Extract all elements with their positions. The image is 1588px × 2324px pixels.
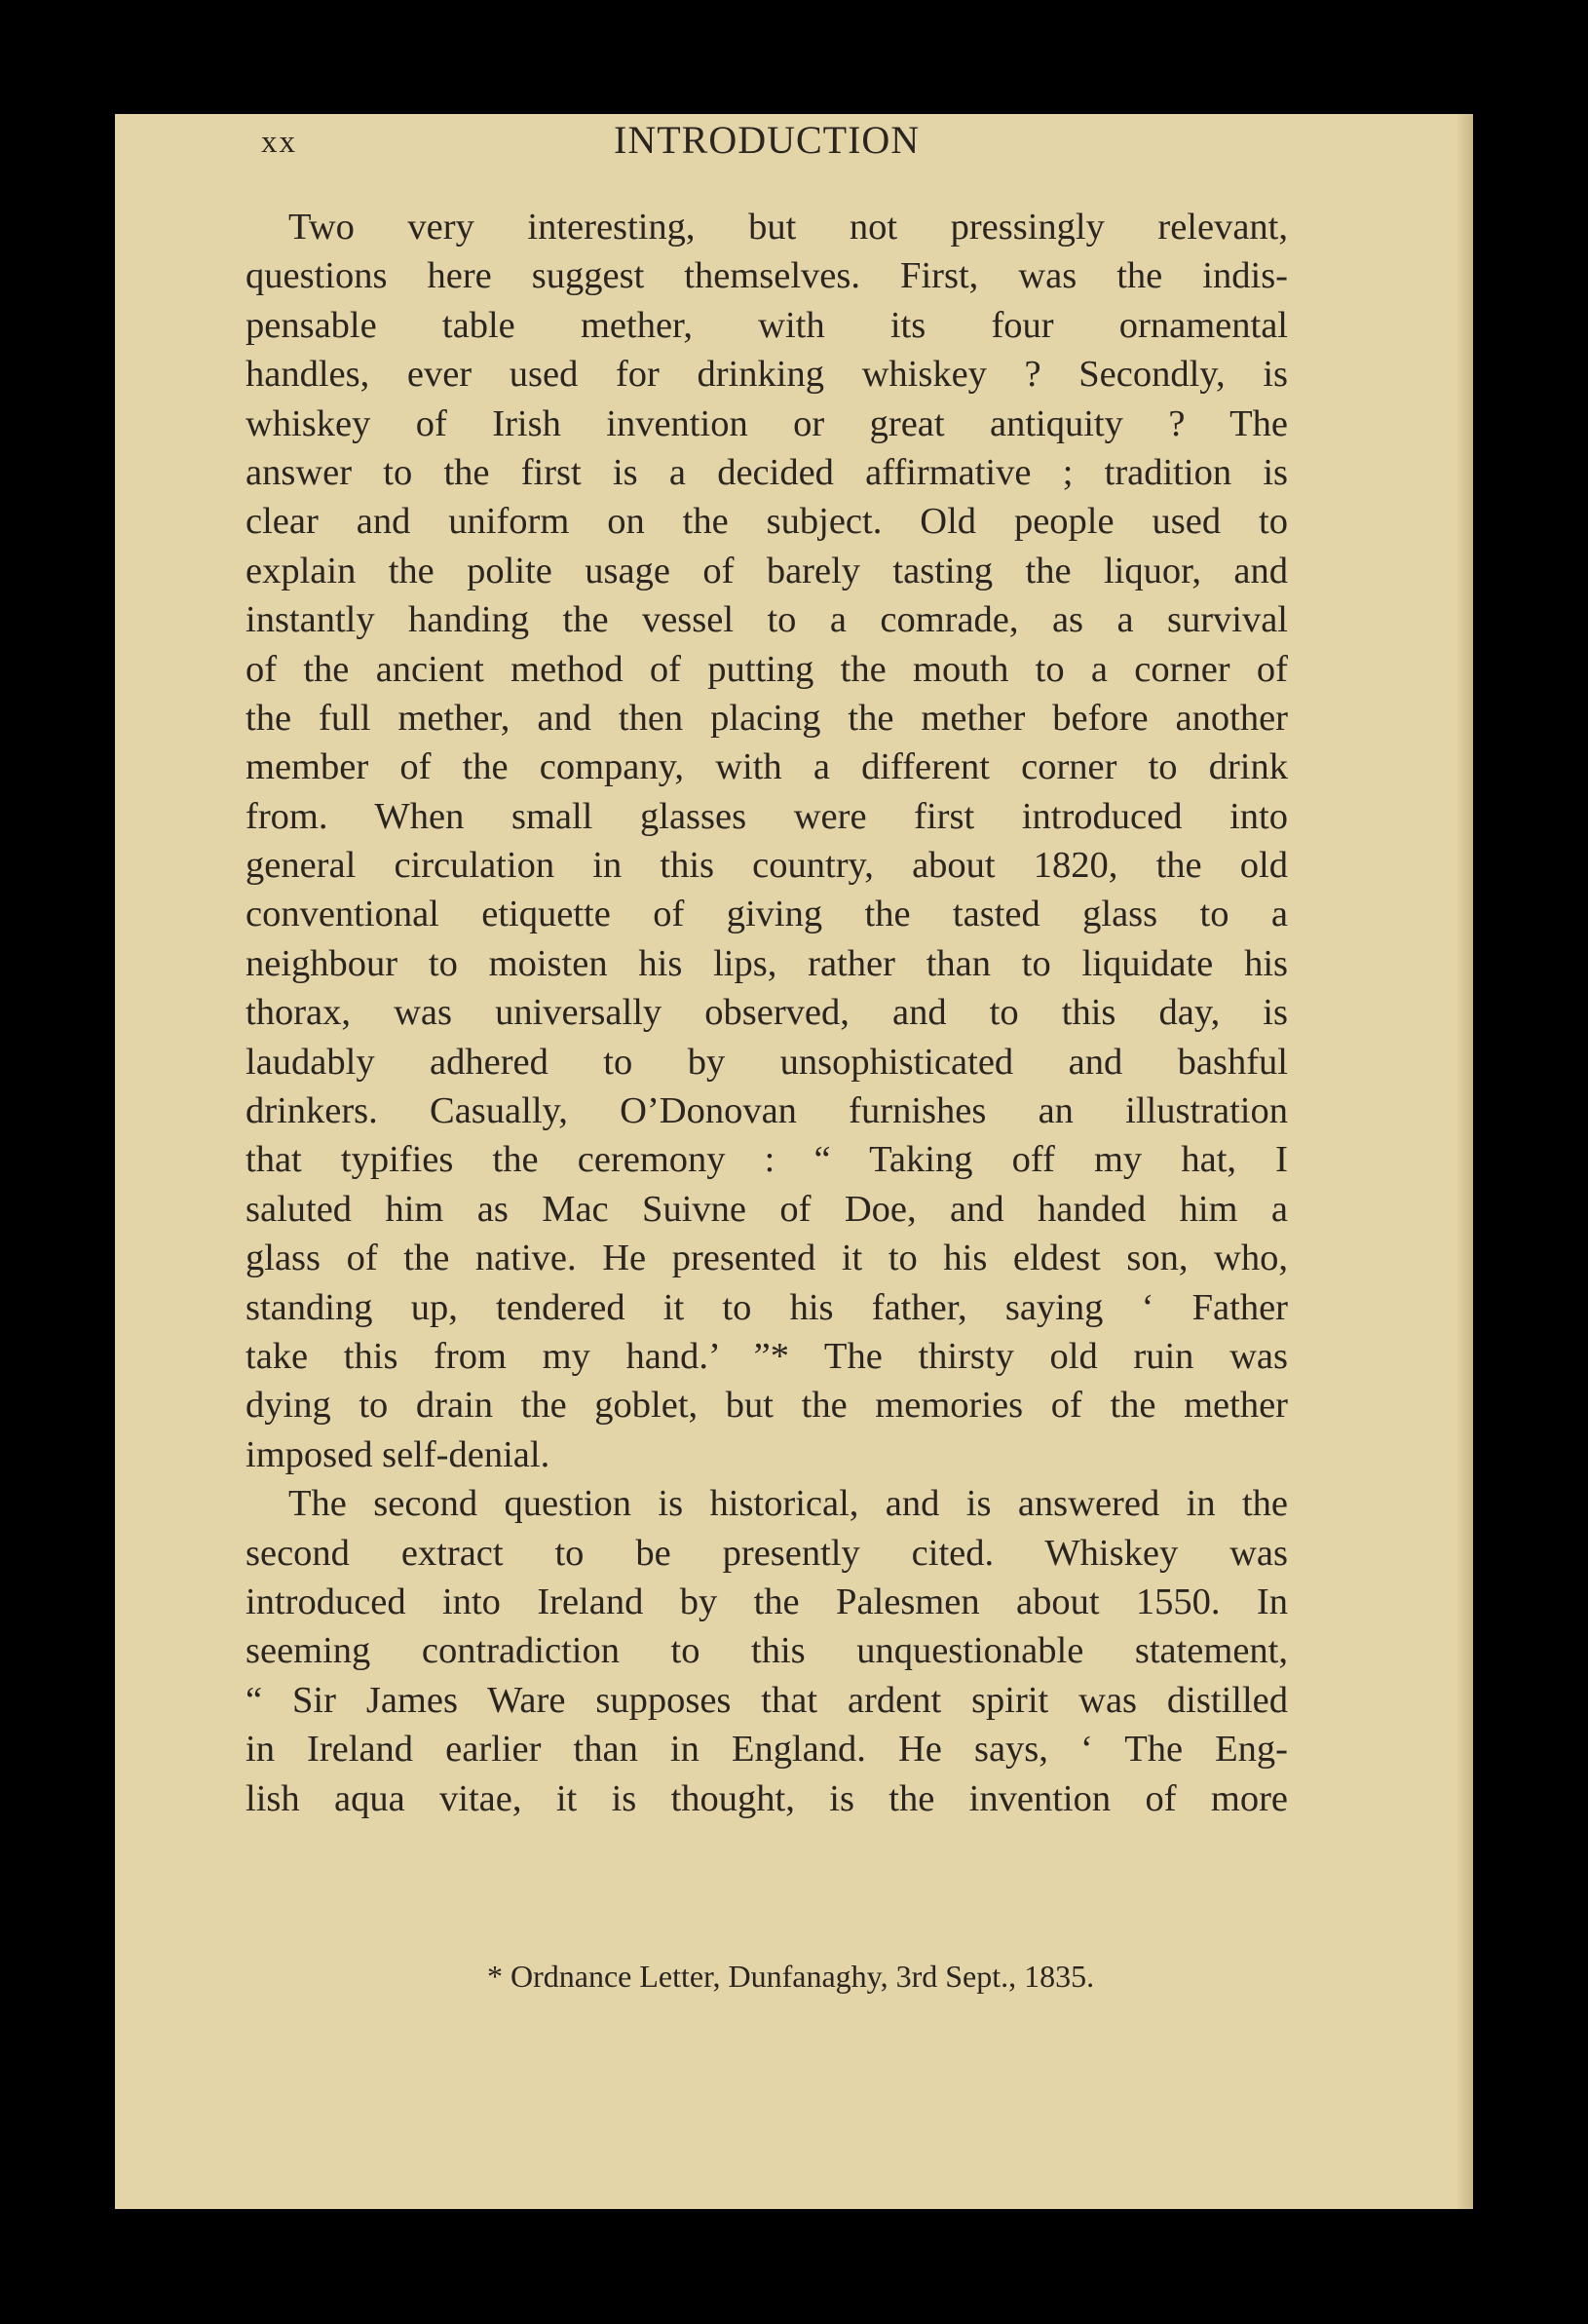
text-line: in Ireland earlier than in England. He says, ‘ The Eng-	[246, 1729, 1288, 1771]
text-line: Two very interesting, but not pressingly relevant,	[288, 207, 1288, 248]
text-line: introduced into Ireland by the Palesmen about 1550. In	[246, 1581, 1288, 1622]
text-line: lish aqua vitae, it is thought, is the invention of more	[246, 1777, 1288, 1819]
text-line: of the ancient method of putting the mouth to a corner of	[246, 648, 1288, 690]
text-line: drinkers. Casually, O’Donovan furnishes an illustration	[246, 1090, 1288, 1132]
text-line: conventional etiquette of giving the tasted glass to a	[246, 894, 1288, 935]
text-line: clear and uniform on the subject. Old people used to	[246, 501, 1288, 543]
text-line: The second question is historical, and is answered in the	[288, 1483, 1288, 1525]
text-line: handles, ever used for drinking whiskey ? Secondly, is	[246, 354, 1288, 396]
text-line: explain the polite usage of barely tasting the liquor, and	[246, 550, 1288, 591]
text-line: thorax, was universally observed, and to this day, is	[246, 992, 1288, 1034]
running-head: INTRODUCTION	[614, 118, 921, 162]
text-line: member of the company, with a different corner to drink	[246, 746, 1288, 788]
text-line: seeming contradiction to this unquestionable statement,	[246, 1630, 1288, 1672]
page-number: xx	[261, 125, 297, 160]
footnote: * Ordnance Letter, Dunfanaghy, 3rd Sept., 1835.	[487, 1959, 1095, 1994]
text-line: standing up, tendered it to his father, saying ‘ Father	[246, 1286, 1288, 1328]
text-line: questions here suggest themselves. First, was the indis-	[246, 255, 1288, 297]
page-spine-shadow	[1457, 114, 1473, 2209]
text-line: glass of the native. He presented it to his eldest son, who,	[246, 1238, 1288, 1279]
text-line: whiskey of Irish invention or great antiquity ? The	[246, 402, 1288, 444]
text-line: saluted him as Mac Suivne of Doe, and handed him a	[246, 1188, 1288, 1230]
text-line: from. When small glasses were first introduced into	[246, 795, 1288, 837]
page-header	[261, 117, 1040, 175]
text-line: general circulation in this country, about 1820, the old	[246, 845, 1288, 887]
text-line: answer to the first is a decided affirmative ; tradition is	[246, 451, 1288, 493]
text-line: dying to drain the goblet, but the memories of the mether	[246, 1385, 1288, 1427]
text-line: that typifies the ceremony : “ Taking off my hat, I	[246, 1139, 1288, 1181]
text-line: “ Sir James Ware supposes that ardent spirit was distilled	[246, 1679, 1288, 1721]
text-line: the full mether, and then placing the mether before another	[246, 697, 1288, 739]
text-line: instantly handing the vessel to a comrade, as a survival	[246, 599, 1288, 641]
text-line: take this from my hand.’ ”* The thirsty old ruin was	[246, 1335, 1288, 1377]
body-text	[246, 203, 1288, 1823]
text-line: laudably adhered to by unsophisticated and bashful	[246, 1041, 1288, 1083]
text-line: second extract to be presently cited. Whiskey was	[246, 1532, 1288, 1574]
text-line: pensable table mether, with its four ornamental	[246, 304, 1288, 346]
text-line: neighbour to moisten his lips, rather than to liquidate his	[246, 942, 1288, 984]
text-line: imposed self-denial.	[246, 1433, 550, 1475]
